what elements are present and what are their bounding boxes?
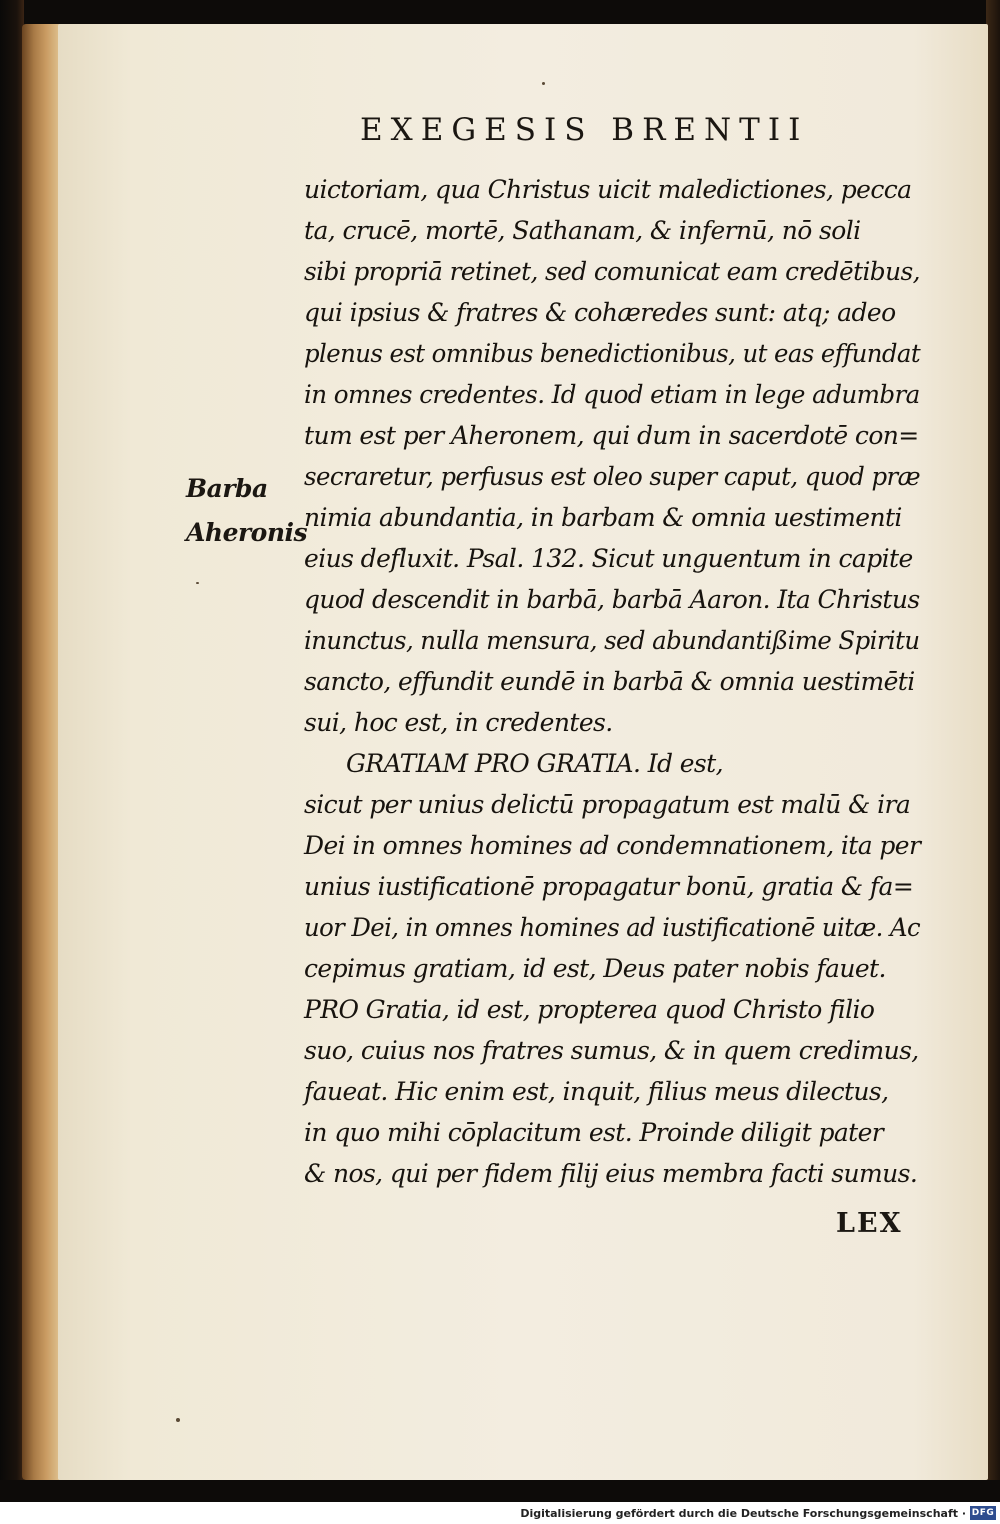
catchword: LEX — [836, 1208, 903, 1239]
dfg-logo-icon: DFG — [971, 1508, 995, 1518]
text-line: eius defluxit. Psal. 132. Sicut unguentum in capite — [304, 544, 913, 573]
text-line: suo, cuius nos fratres sumus, & in quem credimus, — [304, 1036, 919, 1065]
text-line: Dei in omnes homines ad condemnationem, ita per — [304, 831, 921, 860]
book-binding-right — [986, 0, 1000, 1500]
text-line: PRO Gratia, id est, propterea quod Christo filio — [304, 995, 875, 1024]
paper-speck — [176, 1418, 180, 1422]
text-line: in omnes credentes. Id quod etiam in lege adumbra — [304, 380, 920, 409]
marginal-note-barba: Barba — [186, 474, 268, 503]
text-line: uor Dei, in omnes homines ad iustificationē uitæ. Ac — [304, 913, 921, 942]
marginal-note-aheronis: Aheronis — [186, 518, 308, 547]
text-line: unius iustificationē propagatur bonū, gratia & fa= — [304, 872, 914, 901]
paper-speck — [542, 82, 545, 85]
text-line: secraretur, perfusus est oleo super caput, quod præ — [304, 462, 921, 491]
paper-speck — [196, 582, 199, 584]
background-left — [0, 0, 24, 1500]
text-line: ta, crucē, mortē, Sathanam, & infernū, nō soli — [304, 216, 861, 245]
text-line: uictoriam, qua Christus uicit maledictiones, pecca — [304, 175, 912, 204]
text-line: sancto, effundit eundē in barbā & omnia uestimēti — [304, 667, 915, 696]
text-line: sui, hoc est, in credentes. — [304, 708, 613, 737]
text-line: tum est per Aheronem, qui dum in sacerdotē con= — [304, 421, 919, 450]
text-line-lemma: GRATIAM PRO GRATIA. Id est, — [346, 749, 723, 778]
text-line: in quo mihi cōplacitum est. Proinde diligit pater — [304, 1118, 884, 1147]
text-line: faueat. Hic enim est, inquit, filius meus dilectus, — [304, 1077, 889, 1106]
background-bottom — [0, 1480, 1000, 1502]
text-line: plenus est omnibus benedictionibus, ut eas effundat — [304, 339, 921, 368]
text-line: cepimus gratiam, id est, Deus pater nobis fauet. — [304, 954, 886, 983]
text-line: nimia abundantia, in barbam & omnia uestimenti — [304, 503, 902, 532]
footer-bar — [0, 1502, 1000, 1524]
text-line: quod descendit in barbā, barbā Aaron. Ita Christus — [304, 585, 920, 614]
text-line: & nos, qui per fidem filij eius membra facti sumus. — [304, 1159, 918, 1188]
text-line: qui ipsius & fratres & cohæredes sunt: atq; adeo — [304, 298, 896, 327]
book-page-edges — [22, 24, 62, 1480]
text-line: sibi propriā retinet, sed comunicat eam credētibus, — [304, 257, 920, 286]
text-line: sicut per unius delictū propagatum est malū & ira — [304, 790, 911, 819]
running-head: EXEGESIS BRENTII — [360, 112, 809, 148]
text-line: inunctus, nulla mensura, sed abundantißime Spiritu — [304, 626, 920, 655]
footer-credit: Digitalisierung gefördert durch die Deutsche Forschungsgemeinschaft · — [520, 1507, 966, 1520]
